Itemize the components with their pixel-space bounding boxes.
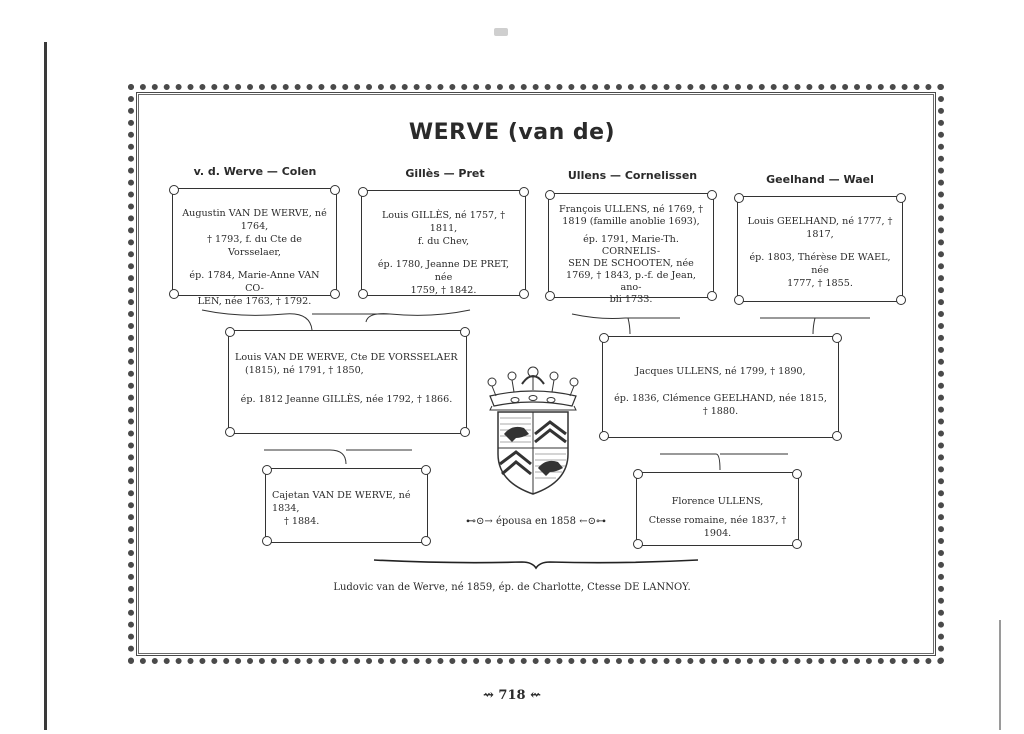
couple-label-ullens-cornelissen: Ullens — Cornelissen <box>567 169 698 182</box>
brace-werve-gilles <box>200 302 500 332</box>
scan-edge-right <box>999 620 1001 730</box>
couple-label-geelhand-wael: Geelhand — Wael <box>766 173 874 186</box>
scan-mark <box>494 28 508 36</box>
box-geelhand-wael: Louis GEELHAND, né 1777, † 1817, ép. 1803, Thérèse DE WAEL, née 1777, † 1855. <box>737 196 903 302</box>
ornament-right-icon: ←⊙⊶ <box>579 516 606 527</box>
brace-final <box>372 556 702 572</box>
box-gilles-pret: Louis GILLÈS, né 1757, † 1811, f. du Chev, ép. 1780, Jeanne DE PRET, née 1759, † 1842. <box>361 190 526 296</box>
page-number: ⇝ 718 ⇜ <box>483 688 541 703</box>
scan-edge-left <box>44 42 47 730</box>
brace-jacques-florence <box>658 446 798 474</box>
coat-of-arms-icon <box>482 364 584 498</box>
marriage-note: ⊷⊙→ épousa en 1858 ←⊙⊶ <box>466 516 606 527</box>
couple-label-werve-colen: v. d. Werve — Colen <box>193 165 317 178</box>
box-ullens-cornelissen: François ULLENS, né 1769, † 1819 (famille anoblie 1693), ép. 1791, Marie-Th. CORNELIS- SEN DE SCHOOTEN, née 1769, † 1843, p.-f. de Jean, ano- bli 1733. <box>548 193 714 298</box>
box-florence: Florence ULLENS, Ctesse romaine, née 1837, † 1904. <box>636 472 799 546</box>
brace-louis-cajetan <box>262 440 422 468</box>
box-louis-van-de-werve: Louis VAN DE WERVE, Cte DE VORSSELAER (1815), né 1791, † 1850, ép. 1812 Jeanne GILLÈS, née 1792, † 1866. <box>228 330 467 434</box>
page-ornament-left: ⇝ <box>483 688 499 703</box>
ornament-left-icon: ⊷⊙→ <box>466 516 493 527</box>
box-cajetan: Cajetan VAN DE WERVE, né 1834, † 1884. <box>265 468 428 543</box>
couple-label-gilles-pret: Gillès — Pret <box>405 167 485 180</box>
box-jacques-ullens: Jacques ULLENS, né 1799, † 1890, ép. 1836, Clémence GEELHAND, née 1815, † 1880. <box>602 336 839 438</box>
descendant-line: Ludovic van de Werve, né 1859, ép. de Charlotte, Ctesse DE LANNOY. <box>333 582 691 593</box>
page-title: WERVE (van de) <box>408 120 616 145</box>
box-werve-colen: Augustin VAN DE WERVE, né 1764, † 1793, f. du Cte de Vorsselaer, ép. 1784, Marie-Anne VAN CO- LEN, née 1763, † 1792. <box>172 188 337 296</box>
page-ornament-right: ⇜ <box>525 688 541 703</box>
